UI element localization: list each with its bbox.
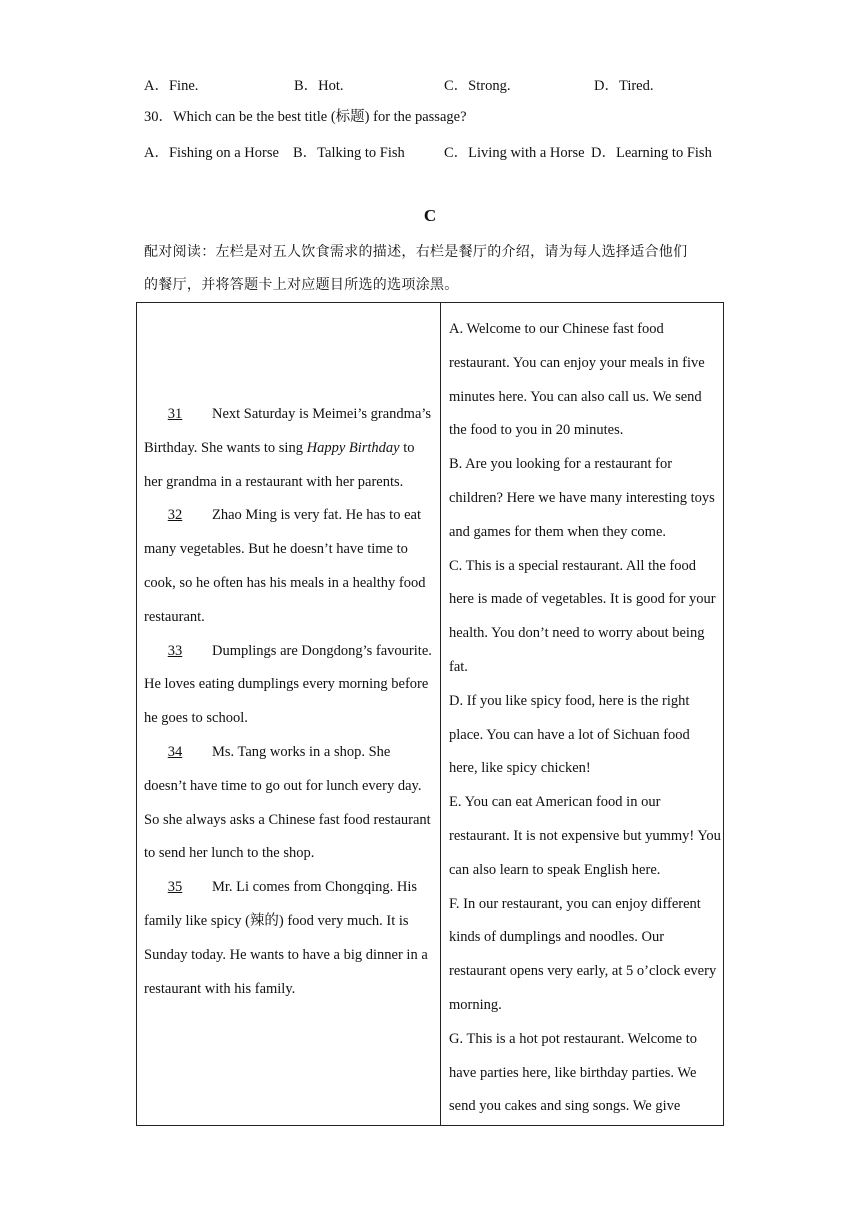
q29-option-c: C．Strong.	[444, 78, 511, 94]
person-item-32: 32 Zhao Ming is very fat. He has to eat many vegetables. But he doesn’t have time to cook, so he often has his meals in a healthy food restaurant.	[144, 499, 436, 634]
answer-blank-32[interactable]: 32	[167, 507, 183, 524]
restaurant-d: D. If you like spicy food, here is the right place. You can have a lot of Sichuan food here, like spicy chicken!	[449, 692, 690, 777]
restaurant-a: A. Welcome to our Chinese fast food restaurant. You can enjoy your meals in five minutes here. You can also call us. We send the food to you in 20 minutes.	[449, 321, 705, 439]
person-item-34: 34 Ms. Tang works in a shop. She doesn’t have time to go out for lunch every day. So she always asks a Chinese fast food restaurant to send her lunch to the shop.	[144, 736, 436, 871]
instruction-line-1: 配对阅读：左栏是对五人饮食需求的描述，右栏是餐厅的介绍，请为每人选择适合他们	[144, 244, 688, 260]
restaurant-g: G. This is a hot pot restaurant. Welcome to have parties here, like birthday parties. We send you cakes and sing songs. We give	[449, 1030, 697, 1115]
q29-option-b: B．Hot.	[294, 78, 344, 94]
restaurant-b: B. Are you looking for a restaurant for children? Here we have many interesting toys and games for them when they come.	[449, 456, 715, 540]
table-column-divider	[440, 302, 441, 1126]
restaurant-c: C. This is a special restaurant. All the food here is made of vegetables. It is good for your health. You don’t need to worry about being fat.	[449, 557, 716, 675]
person-descriptions	[144, 398, 436, 1006]
q30-option-d: D．Learning to Fish	[591, 145, 712, 161]
answer-blank-33[interactable]: 33	[167, 642, 183, 659]
q29-option-a: A．Fine.	[144, 78, 199, 94]
person-item-33: 33 Dumplings are Dongdong’s favourite. He loves eating dumplings every morning before he goes to school.	[144, 635, 436, 736]
restaurant-f: F. In our restaurant, you can enjoy different kinds of dumplings and noodles. Our restaurant opens very early, at 5 o’clock every morning.	[449, 895, 717, 1013]
person-item-35: 35 Mr. Li comes from Chongqing. His family like spicy (辣的) food very much. It is Sunday today. He wants to have a big dinner in a restaurant with his family.	[144, 871, 436, 1006]
answer-blank-35[interactable]: 35	[167, 879, 183, 896]
restaurant-descriptions	[449, 313, 721, 1124]
person-item-31: 31 Next Saturday is Meimei’s grandma’s Birthday. She wants to sing Happy Birthday to her grandma in a restaurant with her parents.	[144, 398, 436, 499]
answer-blank-31[interactable]: 31	[167, 406, 183, 422]
instruction-line-2: 的餐厅，并将答题卡上对应题目所选的选项涂黑。	[144, 277, 459, 293]
q29-option-d: D．Tired.	[594, 78, 654, 94]
restaurant-e: E. You can eat American food in our restaurant. It is not expensive but yummy! You can also learn to speak English here.	[449, 794, 721, 878]
section-heading: C	[423, 206, 437, 225]
q30-option-a: A．Fishing on a Horse	[144, 145, 279, 161]
q30-option-c: C．Living with a Horse	[444, 145, 585, 161]
answer-blank-34[interactable]: 34	[167, 743, 183, 760]
q30-option-b: B．Talking to Fish	[293, 145, 405, 161]
q30-question: 30．Which can be the best title (标题) for the passage?	[144, 109, 467, 125]
